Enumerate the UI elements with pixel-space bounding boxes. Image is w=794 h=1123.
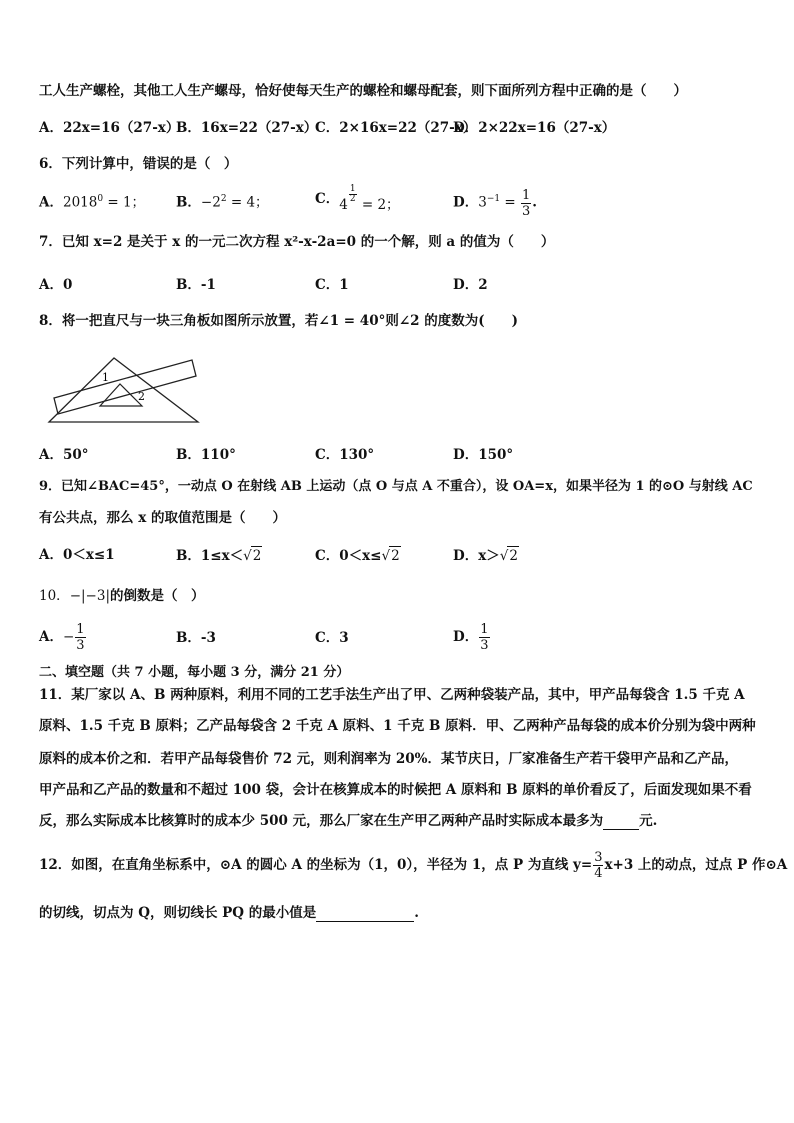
q9-option-a: A．0＜x≤1 bbox=[39, 547, 115, 563]
q11-answer-blank[interactable] bbox=[603, 815, 639, 830]
q12-line-1-pre: 12．如图，在直角坐标系中，⊙A 的圆心 A 的坐标为（1，0），半径为 1，点 P 为直线 y= bbox=[39, 857, 593, 873]
q9-b-radicand: 2 bbox=[252, 548, 262, 564]
q6-option-b bbox=[176, 190, 269, 212]
q7-option-c: C．1 bbox=[315, 277, 349, 293]
q11-line-4: 甲产品和乙产品的数量和不超过 100 袋，会计在核算成本的时候把 A 原料和 B 原料的单价看反了，后面发现如果不看 bbox=[39, 782, 752, 798]
sqrt-sign: √ bbox=[381, 548, 391, 564]
q6-d-end: . bbox=[532, 194, 537, 211]
q11-line-2: 原料、1.5 千克 B 原料；乙产品每袋含 2 千克 A 原料、1 千克 B 原料．甲、乙两种产品每袋的成本价分别为袋中两种 bbox=[39, 718, 756, 734]
sqrt-sign: √ bbox=[499, 548, 509, 564]
q12-end: . bbox=[414, 905, 419, 921]
q10-option-d bbox=[453, 620, 491, 654]
q7-option-a: A．0 bbox=[39, 277, 73, 293]
q10-a-den: 3 bbox=[76, 638, 85, 653]
q9-b-text: B．1≤x＜ bbox=[176, 548, 244, 564]
q10-number: 10． bbox=[39, 588, 70, 604]
q6-d-label: D． bbox=[453, 194, 479, 211]
q5-option-d: D．2×22x=16（27-x） bbox=[453, 120, 616, 136]
q6-d-fraction bbox=[521, 188, 531, 219]
q10-d-num: 1 bbox=[480, 622, 489, 637]
q9-d-text: D．x＞ bbox=[453, 548, 500, 564]
q12-line-1-post: x+3 上的动点，过点 P 作⊙A bbox=[604, 857, 788, 873]
q5-option-b: B．16x=22（27-x） bbox=[176, 120, 318, 136]
q5-option-c: C．2×16x=22（27-x） bbox=[315, 120, 477, 136]
q10-d-label: D． bbox=[453, 629, 479, 645]
q11-end: 元. bbox=[639, 813, 658, 829]
q9-stem-line2: 有公共点，那么 x 的取值范围是（ ） bbox=[39, 510, 286, 526]
q11-line-1: 11．某厂家以 A、B 两种原料，利用不同的工艺手法生产出了甲、乙两种袋装产品，其中，甲产品每袋含 1.5 千克 A bbox=[39, 687, 745, 703]
q6-option-a bbox=[39, 190, 145, 212]
q8-option-b: B．110° bbox=[176, 447, 236, 463]
q11-line-3: 原料的成本价之和．若甲产品每袋售价 72 元，则利润率为 20%．某节庆日，厂家准备生产若干袋甲产品和乙产品， bbox=[39, 751, 738, 767]
q10-stem-text: 的倒数是（ ） bbox=[110, 588, 205, 604]
q8-option-d: D．150° bbox=[453, 447, 514, 463]
q7-stem: 7．已知 x=2 是关于 x 的一元二次方程 x²-x-2a=0 的一个解，则 a 的值为（ ） bbox=[39, 234, 555, 250]
q9-d-radicand: 2 bbox=[509, 548, 518, 564]
q6-a-sup: 0 bbox=[97, 194, 104, 204]
q7-option-d: D．2 bbox=[453, 277, 488, 293]
q6-b-rest: = 4； bbox=[226, 194, 269, 211]
q8-option-a: A．50° bbox=[39, 447, 89, 463]
q6-d-den: 3 bbox=[522, 203, 531, 219]
q12-slope-num: 3 bbox=[594, 850, 603, 865]
q6-option-c bbox=[315, 186, 400, 212]
angle-1-label: 1 bbox=[102, 371, 109, 384]
q6-c-exp-den: 2 bbox=[349, 194, 356, 204]
q9-c-radicand: 2 bbox=[391, 548, 400, 564]
q10-expression: −|−3| bbox=[69, 588, 110, 604]
q6-c-exp-num: 1 bbox=[349, 184, 356, 194]
section-heading: 二、填空题（共 7 小题，每小题 3 分，满分 21 分） bbox=[39, 665, 350, 680]
q12-slope-fraction bbox=[593, 850, 603, 881]
q10-a-num: 1 bbox=[76, 622, 85, 637]
q12-slope-den: 4 bbox=[594, 866, 603, 881]
q12-line-2 bbox=[39, 904, 419, 922]
inner-triangle bbox=[100, 384, 142, 406]
q10-option-b: B．-3 bbox=[176, 630, 216, 646]
q6-c-rest: = 2； bbox=[357, 197, 400, 213]
q10-a-fraction bbox=[75, 622, 85, 653]
q8-stem: 8．将一把直尺与一块三角板如图所示放置，若∠1 = 40°则∠2 的度数为( ) bbox=[39, 313, 519, 329]
q9-stem-line1: 9．已知∠BAC=45°，一动点 O 在射线 AB 上运动（点 O 与点 A 不重合），设 OA=x，如果半径为 1 的⊙O 与射线 AC bbox=[39, 479, 753, 494]
q11-line-5-text: 反，那么实际成本比核算时的成本少 500 元，那么厂家在生产甲乙两种产品时实际成本最多为 bbox=[39, 813, 604, 829]
q5-stem: 工人生产螺栓，其他工人生产螺母，恰好使每天生产的螺栓和螺母配套，则下面所列方程中正确的是（ ） bbox=[39, 83, 687, 99]
q6-c-base: 4 bbox=[339, 197, 348, 213]
q10-a-label: A． bbox=[39, 629, 63, 645]
q10-a-sign: − bbox=[62, 629, 75, 645]
sqrt-sign: √ bbox=[243, 548, 252, 564]
q10-d-fraction bbox=[479, 622, 489, 653]
q6-c-label: C． bbox=[315, 191, 340, 207]
q8-ruler-triangle-figure bbox=[44, 354, 204, 426]
q6-a-label: A． bbox=[39, 194, 63, 211]
q11-line-5 bbox=[39, 812, 657, 830]
q6-b-sup: 2 bbox=[220, 194, 227, 204]
q10-stem bbox=[39, 587, 205, 605]
q9-option-c bbox=[315, 546, 401, 565]
q12-line-1 bbox=[39, 848, 787, 882]
q6-b-expr: −2 bbox=[200, 194, 221, 211]
q9-c-text: C．0＜x≤ bbox=[315, 548, 382, 564]
q6-b-label: B． bbox=[176, 194, 201, 211]
q9-option-d bbox=[453, 546, 519, 565]
q6-a-rest: = 1； bbox=[103, 194, 146, 211]
q6-c-exponent bbox=[349, 185, 357, 204]
q8-option-c: C．130° bbox=[315, 447, 375, 463]
q10-option-c: C．3 bbox=[315, 630, 349, 646]
angle-2-label: 2 bbox=[138, 390, 145, 403]
q12-answer-blank[interactable] bbox=[316, 907, 414, 922]
q6-d-base: 3 bbox=[478, 194, 487, 211]
q9-option-b bbox=[176, 546, 262, 565]
q6-d-eq: = bbox=[500, 194, 520, 211]
q12-line-2-text: 的切线，切点为 Q，则切线长 PQ 的最小值是 bbox=[39, 905, 317, 921]
q7-option-b: B．-1 bbox=[176, 277, 216, 293]
q6-option-d bbox=[453, 182, 537, 220]
q6-d-sup: −1 bbox=[486, 194, 501, 204]
q10-option-a bbox=[39, 620, 87, 654]
q5-option-a: A．22x=16（27-x） bbox=[39, 120, 180, 136]
q6-stem: 6．下列计算中，错误的是（ ） bbox=[39, 156, 238, 172]
q6-a-expr: 2018 bbox=[62, 194, 98, 211]
large-triangle bbox=[49, 358, 198, 422]
q10-d-den: 3 bbox=[480, 638, 489, 653]
q6-d-num: 1 bbox=[522, 187, 531, 203]
